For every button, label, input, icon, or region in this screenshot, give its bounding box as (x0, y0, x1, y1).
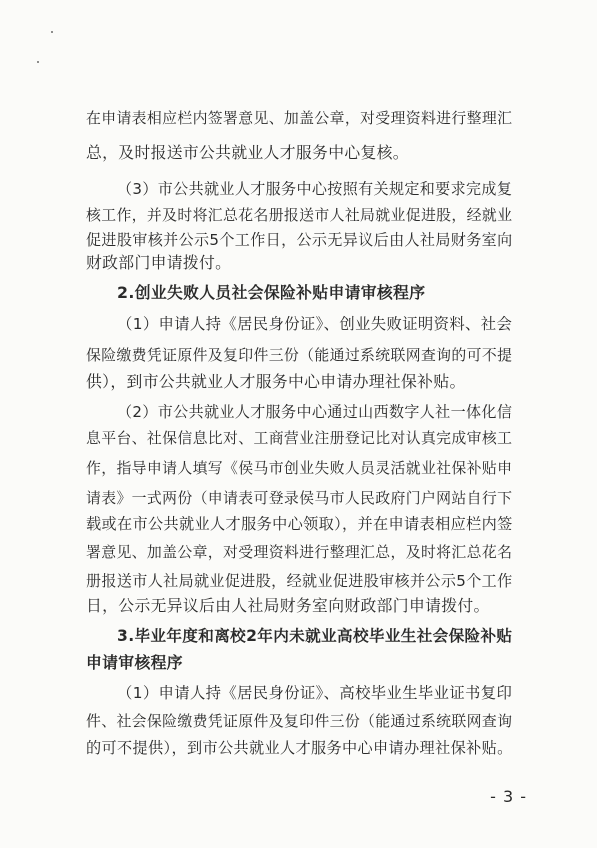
text-line: （2）市公共就业人才服务中心通过山西数字人社一体化信 (117, 403, 513, 421)
text-line: 件、社会保险缴费凭证原件及复印件三份（能通过系统联网查询 (86, 712, 513, 730)
text-line: （3）市公共就业人才服务中心按照有关规定和要求完成复 (117, 180, 513, 198)
text-line: 册报送市人社局就业促进股，经就业促进股审核并公示5个工作 (86, 572, 513, 590)
scan-speck (37, 61, 39, 63)
section-heading: 2.创业失败人员社会保险补贴申请审核程序 (117, 283, 426, 302)
text-line: 财政部门申请拨付。 (86, 253, 232, 272)
section-heading: 申请审核程序 (86, 653, 183, 672)
section-heading: 3.毕业年度和离校2年内未就业高校毕业生社会保险补贴 (117, 627, 513, 645)
text-line: 息平台、社保信息比对、工商营业注册登记比对认真完成审核工 (86, 429, 513, 447)
text-line: 作，指导申请人填写《侯马市创业失败人员灵活就业社保补贴申 (86, 459, 513, 477)
text-line: 请表》一式两份（申请表可登录侯马市人民政府门户网站自行下 (86, 489, 513, 507)
text-line: 供），到市公共就业人才服务中心申请办理社保补贴。 (86, 372, 466, 391)
text-line: （1）申请人持《居民身份证》、创业失败证明资料、社会 (117, 315, 513, 333)
page-number: - 3 - (490, 787, 527, 806)
text-line: （1）申请人持《居民身份证》、高校毕业生毕业证书复印 (117, 684, 513, 702)
scan-speck (51, 31, 53, 33)
text-line: 促进股审核并公示5个工作日，公示无异议后由人社局财务室向 (86, 231, 513, 249)
text-line: 的可不提供），到市公共就业人才服务中心申请办理社保补贴。 (86, 739, 513, 757)
text-line: 保险缴费凭证原件及复印件三份（能通过系统联网查询的可不提 (86, 346, 513, 364)
text-line: 在申请表相应栏内签署意见、加盖公章，对受理资料进行整理汇 (86, 109, 513, 127)
text-line: 核工作，并及时将汇总花名册报送市人社局就业促进股，经就业 (86, 206, 513, 224)
text-line: 总，及时报送市公共就业人才服务中心复核。 (86, 143, 409, 162)
text-line: 署意见、加盖公章，对受理资料进行整理汇总，及时将汇总花名 (86, 543, 513, 561)
text-line: 日，公示无异议后由人社局财务室向财政部门申请拨付。 (86, 596, 490, 615)
text-line: 载或在市公共就业人才服务中心领取），并在申请表相应栏内签 (86, 515, 513, 533)
